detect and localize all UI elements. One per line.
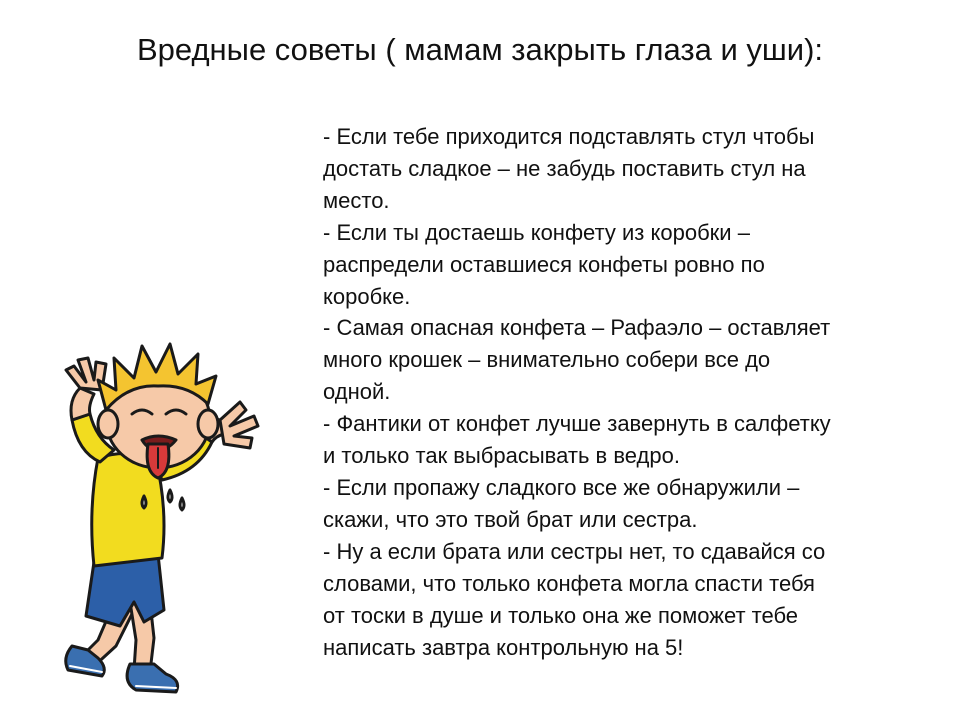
cartoon-boy-teasing-icon bbox=[58, 340, 358, 710]
advice-line: от тоски в душе и только она же поможет тебе bbox=[323, 602, 799, 628]
advice-line: - Фантики от конфет лучше завернуть в салфетку bbox=[323, 411, 831, 437]
advice-line: - Самая опасная конфета – Рафаэло – оставляет bbox=[323, 315, 831, 341]
advice-line: - Если пропажу сладкого все же обнаружили – bbox=[323, 474, 800, 500]
advice-line: много крошек – внимательно собери все до bbox=[323, 347, 771, 373]
advice-line: распредели оставшиеся конфеты ровно по bbox=[323, 251, 765, 277]
advice-line: место. bbox=[323, 187, 390, 213]
advice-line: - Если ты достаешь конфету из коробки – bbox=[323, 219, 750, 245]
advice-line: словами, что только конфета могла спасти тебя bbox=[323, 570, 815, 596]
advice-line: - Если тебе приходится подставлять стул чтобы bbox=[323, 124, 815, 149]
advice-list bbox=[323, 121, 903, 663]
slide-title: Вредные советы ( мамам закрыть глаза и уши): bbox=[136, 32, 824, 67]
advice-line: и только так выбрасывать в ведро. bbox=[323, 443, 680, 469]
advice-line: написать завтра контрольную на 5! bbox=[323, 634, 684, 660]
advice-line: - Ну а если брата или сестры нет, то сдавайся со bbox=[323, 538, 826, 564]
advice-line: коробке. bbox=[323, 283, 411, 309]
advice-line: скажи, что это твой брат или сестра. bbox=[323, 506, 698, 532]
advice-line: одной. bbox=[323, 379, 391, 405]
advice-line: достать сладкое – не забудь поставить стул на bbox=[323, 155, 806, 181]
